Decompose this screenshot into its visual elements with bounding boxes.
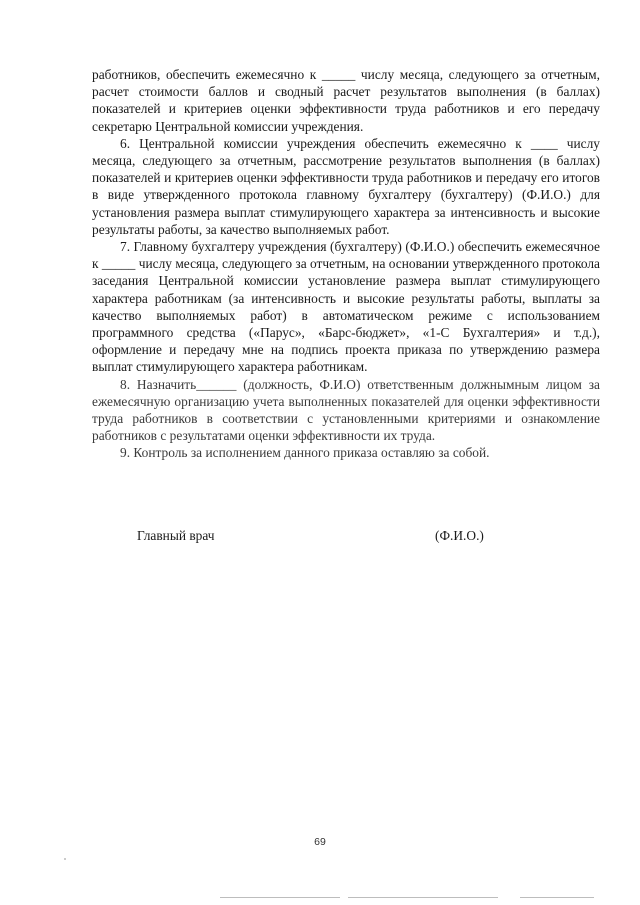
paragraph-item-9: 9. Контроль за исполнением данного приказа оставляю за собой. <box>120 445 490 461</box>
paragraph-item-6: 6. Центральной комиссии учреждения обеспечить ежемесячно к ____ числу месяца, следующего за отчетным, рассмотрение результатов выполнения (в баллах) показателей и критериев оценки эффективности труда работников и передачу его итогов в виде утвержденного протокола главному бухгалтеру (бухгалтеру) (Ф.И.О.) для установления размера выплат стимулирующего характера за интенсивность и высокие результаты работы, за качество выполняемых работ. <box>92 135 600 237</box>
paragraph-item-7: 7. Главному бухгалтеру учреждения (бухгалтеру) (Ф.И.О.) обеспечить ежемесячное к _____ числу месяца, следующего за отчетным, на основании утвержденного протокола заседания Центральной комиссии установление размера выплат стимулирующего характера работникам (за интенсивность и высокие результаты работы, выплаты за качество выполняемых работ) в автоматическом режиме с использованием программного средства («Парус», «Барс-бюджет», «1-С Бухгалтерия» и т.д.), оформление и передачу мне на подпись проекта приказа по утверждению размера выплат стимулирующего характера работникам. <box>92 239 600 375</box>
page-number: 69 <box>314 836 326 848</box>
scan-artifact-marks <box>220 897 600 901</box>
paragraph-continuation: работников, обеспечить ежемесячно к _____ числу месяца, следующего за отчетным, расчет стоимости баллов и сводный расчет результатов выполнения (в баллах) показателей и критериев оценки эффективности труда работников и его передачу секретарю Центральной комиссии учреждения. <box>92 67 600 134</box>
signature-role: Главный врач <box>137 528 215 543</box>
paragraph-item-8: 8. Назначить______ (должность, Ф.И.О) ответственным должнымным лицом за ежемесячную организацию учета выполненных показателей для оценки эффективности труда работников в соответствии с установленными критериями и ознакомление работников с результатами оценки эффективности их труда. <box>92 376 600 444</box>
signature-name: (Ф.И.О.) <box>435 528 484 543</box>
document-body <box>92 66 600 462</box>
scan-speck <box>64 858 66 860</box>
